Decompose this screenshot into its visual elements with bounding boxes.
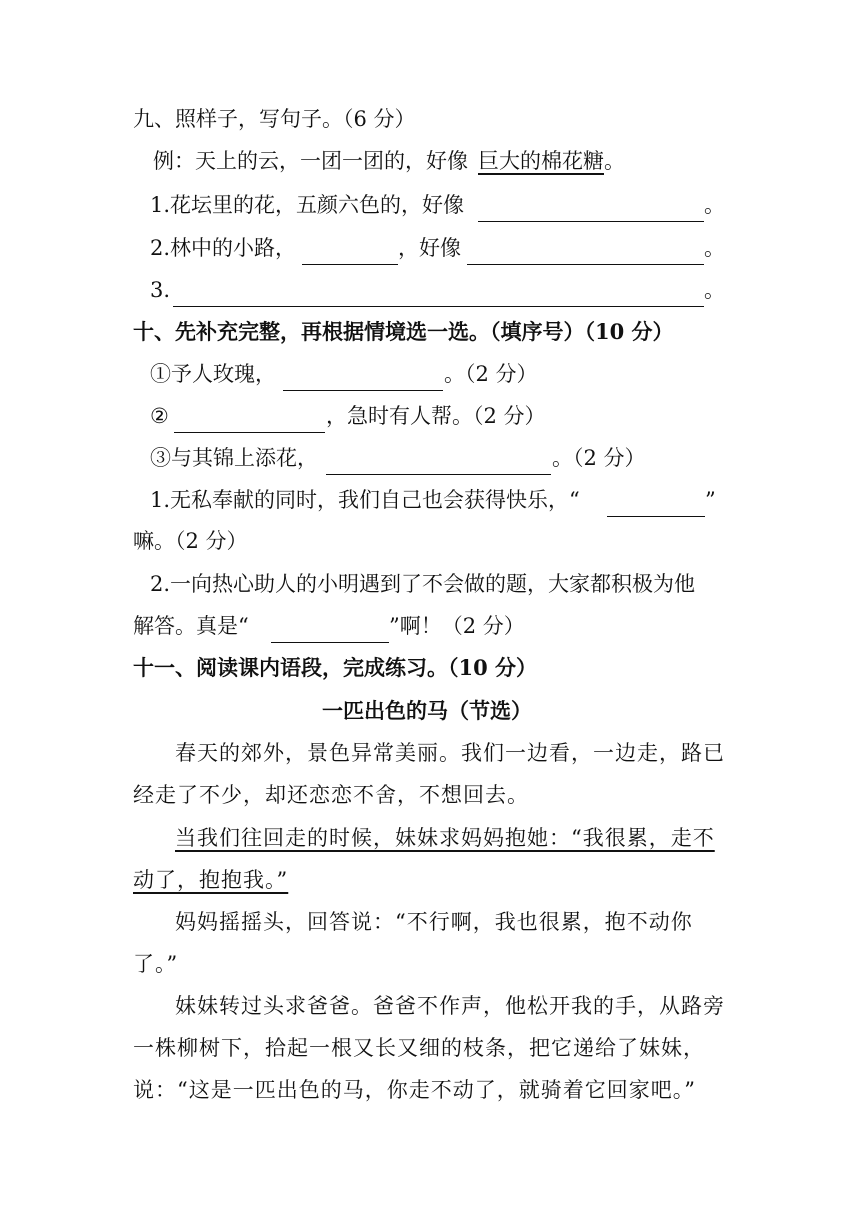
p2-line2-text: 动了，抱抱我。” xyxy=(133,868,289,892)
q10-title: 十、先补充完整，再根据情境选一选。（填序号）（10 分） xyxy=(133,319,674,344)
p2-line2 xyxy=(0,863,860,897)
p4-line2-text: 一株柳树下，拾起一根又长又细的枝条，把它递给了妹妹， xyxy=(133,1036,705,1060)
p3-line1-text: 妈妈摇摇头，回答说：“不行啊，我也很累，抱不动你 xyxy=(175,910,693,934)
q9-item3-blank[interactable] xyxy=(173,273,704,307)
q9-item1-line xyxy=(0,188,860,222)
q10-s1-line2-text: 嘛。（2 分） xyxy=(133,529,248,553)
q10-c3-blank[interactable] xyxy=(326,441,551,475)
p4-line3 xyxy=(0,1073,860,1107)
q10-s1-line2 xyxy=(0,524,860,558)
q10-s2-end: ”啊！（2 分） xyxy=(389,614,525,638)
q10-c2-blank[interactable] xyxy=(174,399,325,433)
p2-line1 xyxy=(0,821,860,855)
q10-title-line xyxy=(0,315,860,349)
q10-c3-prefix: ③与其锦上添花， xyxy=(150,446,318,470)
q11-title-line xyxy=(0,651,860,685)
q9-title-line xyxy=(0,102,860,136)
passage-title: 一匹出色的马（节选） xyxy=(322,698,532,723)
q10-s2-line1-text: 2.一向热心助人的小明遇到了不会做的题，大家都积极为他 xyxy=(150,572,696,596)
q9-item2-line xyxy=(0,231,860,265)
q9-example-end: 。 xyxy=(604,149,625,173)
p1-line1 xyxy=(0,736,860,770)
q10-s2-line1 xyxy=(0,567,860,601)
p1-line1-text: 春天的郊外，景色异常美丽。我们一边看，一边走，路已 xyxy=(175,741,725,765)
p4-line1-text: 妹妹转过头求爸爸。爸爸不作声，他松开我的手，从路旁 xyxy=(175,994,725,1018)
q10-c2-line xyxy=(0,399,860,433)
q9-item3-line xyxy=(0,273,860,307)
q9-item2-end: 。 xyxy=(704,236,725,260)
p4-line2 xyxy=(0,1031,860,1065)
q10-c1-blank[interactable] xyxy=(283,357,443,391)
q9-example-line xyxy=(0,144,860,178)
q10-c2-prefix: ② xyxy=(150,404,169,428)
q10-c1-line xyxy=(0,357,860,391)
p4-line3-text: 说：“这是一匹出色的马，你走不动了，就骑着它回家吧。” xyxy=(133,1078,696,1102)
p3-line1 xyxy=(0,905,860,939)
q10-c1-end: 。（2 分） xyxy=(444,362,538,386)
p1-line2 xyxy=(0,778,860,812)
q10-s1-end: ” xyxy=(705,488,716,512)
q10-s2-blank[interactable] xyxy=(271,609,389,643)
q10-c3-line xyxy=(0,441,860,475)
q10-s1-line1 xyxy=(0,483,860,517)
q9-item2-mid: ，好像 xyxy=(398,236,461,260)
q9-example-underlined: 巨大的棉花糖 xyxy=(478,149,604,173)
q9-item1-end: 。 xyxy=(704,193,725,217)
p3-line2 xyxy=(0,947,860,981)
q10-c1-prefix: ①予人玫瑰， xyxy=(150,362,276,386)
q10-s2-prefix: 解答。真是“ xyxy=(133,614,249,638)
q11-title: 十一、阅读课内语段，完成练习。（10 分） xyxy=(133,655,538,680)
q9-item1-answer-blank[interactable] xyxy=(478,188,704,222)
p2-line1-text: 当我们往回走的时候，妹妹求妈妈抱她：“我很累，走不 xyxy=(175,826,715,850)
q10-c3-end: 。（2 分） xyxy=(552,446,646,470)
q9-item3-prefix: 3. xyxy=(150,278,171,302)
q9-title: 九、照样子，写句子。（6 分） xyxy=(133,107,416,131)
p4-line1 xyxy=(0,989,860,1023)
q9-item2-prefix: 2.林中的小路， xyxy=(150,236,297,260)
q10-s1-prefix: 1.无私奉献的同时，我们自己也会获得快乐，“ xyxy=(150,488,580,512)
q9-example-prefix: 例：天上的云，一团一团的，好像 xyxy=(153,149,468,173)
q9-item3-end: 。 xyxy=(704,278,725,302)
q10-s1-blank[interactable] xyxy=(607,483,705,517)
passage-title-line xyxy=(0,694,860,728)
q10-s2-line2 xyxy=(0,609,860,643)
q9-item2-blank-a[interactable] xyxy=(302,231,398,265)
q9-item1-prefix: 1.花坛里的花，五颜六色的，好像 xyxy=(150,193,465,217)
p1-line2-text: 经走了不少，却还恋恋不舍，不想回去。 xyxy=(133,783,529,807)
q9-item2-blank-b[interactable] xyxy=(467,231,704,265)
p3-line2-text: 了。” xyxy=(133,952,179,976)
q10-c2-end: ，急时有人帮。（2 分） xyxy=(326,404,546,428)
